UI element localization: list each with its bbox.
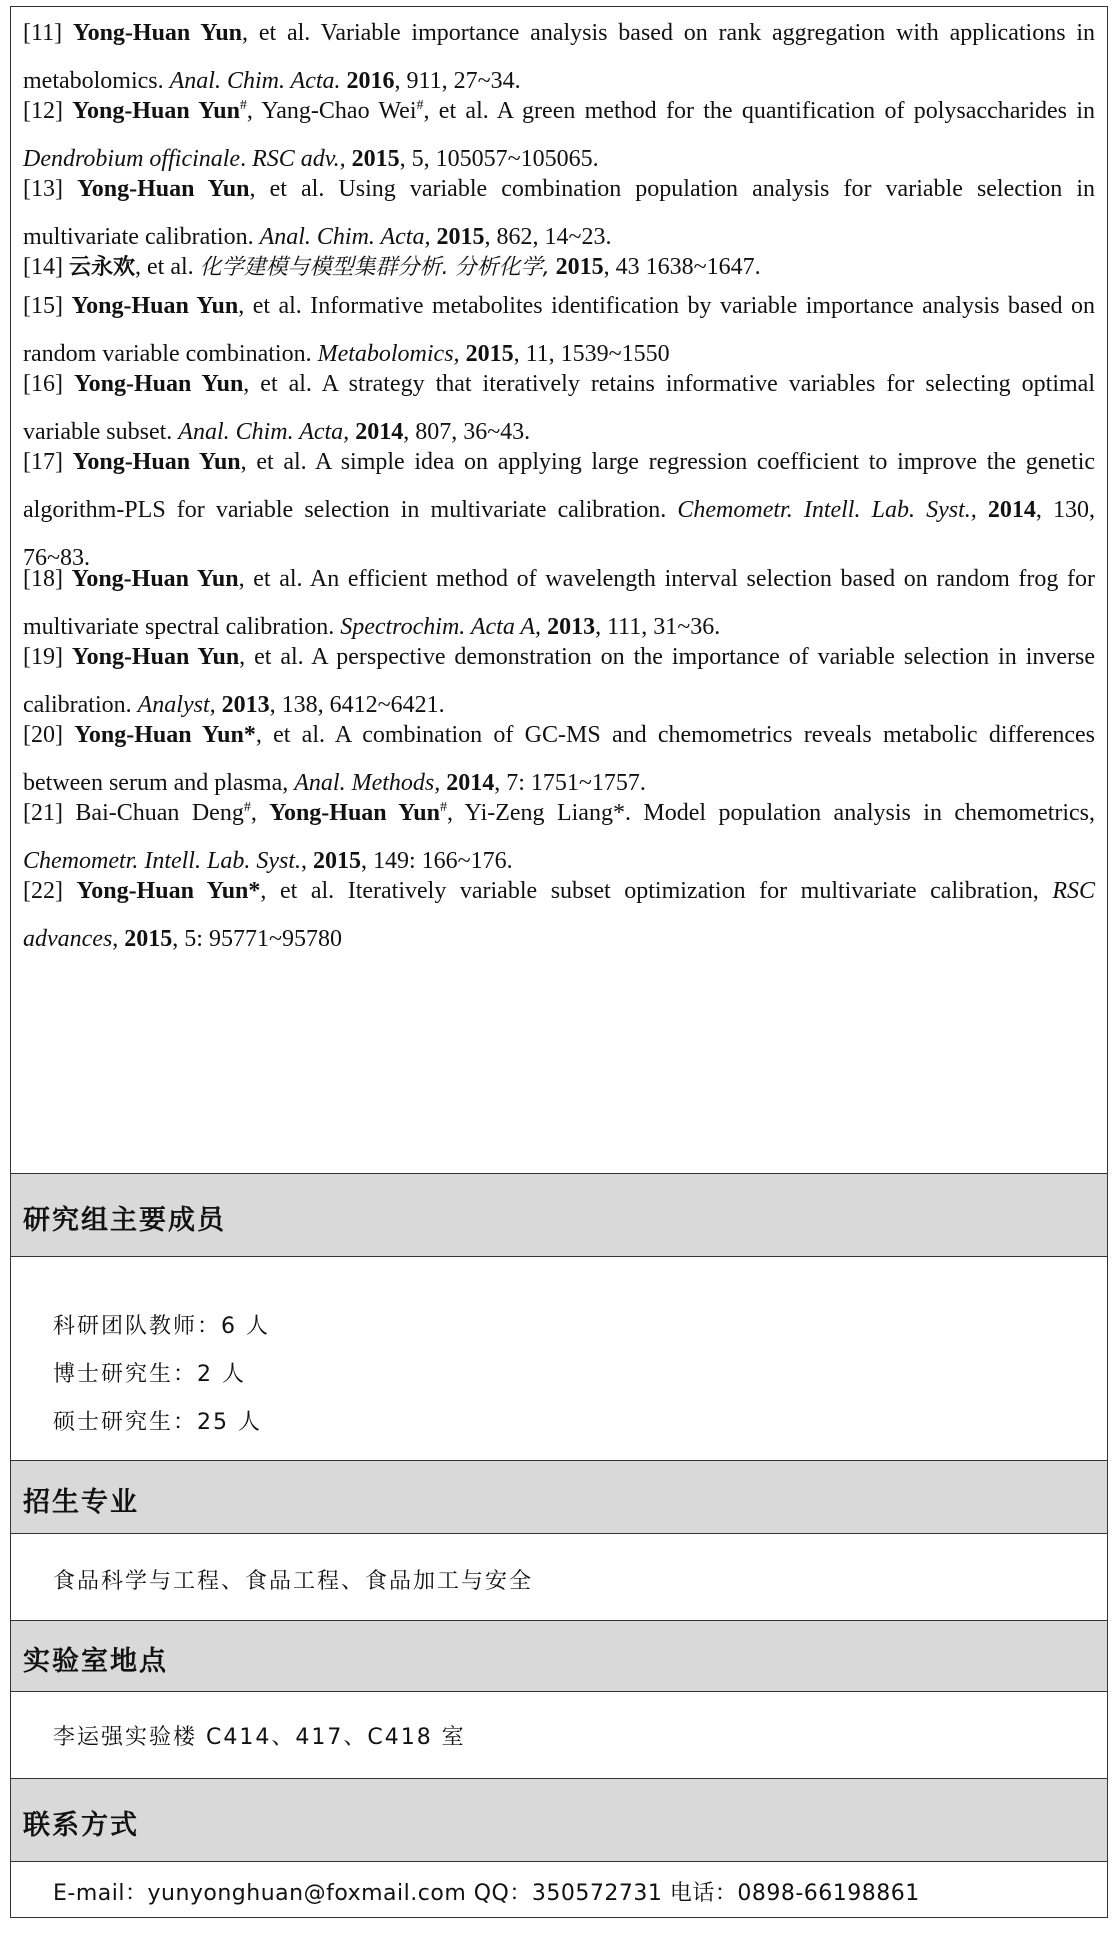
contact-text: E-mail：yunyonghuan@foxmail.com QQ：350572731 电话：0898-66198861 (53, 1881, 920, 1906)
location-section-header (11, 1620, 1107, 1692)
reference-17: [17] Yong-Huan Yun, et al. A simple idea on applying large regression coefficient to improve the genetic algorithm-PLS for variable selection in multivariate calibration. Chemometr. Intell. Lab. Syst., 2014, 130, 76~83. (23, 449, 1096, 571)
members-section-title: 研究组主要成员 (23, 1205, 226, 1236)
contact-section-title: 联系方式 (23, 1810, 139, 1841)
majors-section-header (11, 1460, 1107, 1534)
contact-section-header (11, 1778, 1107, 1862)
document-frame (10, 6, 1108, 1918)
members-line-phd: 博士研究生：2 人 (53, 1362, 246, 1387)
location-text: 李运强实验楼 C414、417、C418 室 (53, 1725, 466, 1750)
reference-19: [19] Yong-Huan Yun, et al. A perspective demonstration on the importance of variable selection in inverse calibration. Analyst, 2013, 138, 6412~6421. (23, 644, 1096, 718)
reference-13: [13] Yong-Huan Yun, et al. Using variable combination population analysis for variable selection in multivariate calibration. Anal. Chim. Acta, 2015, 862, 14~23. (23, 176, 1096, 250)
reference-12: [12] Yong-Huan Yun#, Yang-Chao Wei#, et al. A green method for the quantification of polysaccharides in Dendrobium officinale. RSC adv., 2015, 5, 105057~105065. (23, 98, 1096, 172)
location-section-title: 实验室地点 (23, 1646, 168, 1677)
members-section-header (11, 1173, 1107, 1257)
members-section-body (11, 1257, 1107, 1460)
reference-list (11, 7, 1107, 1173)
reference-21: [21] Bai-Chuan Deng#, Yong-Huan Yun#, Yi-Zeng Liang*. Model population analysis in chemometrics, Chemometr. Intell. Lab. Syst., 2015, 149: 166~176. (23, 800, 1096, 874)
members-line-masters: 硕士研究生：25 人 (53, 1410, 262, 1435)
reference-18: [18] Yong-Huan Yun, et al. An efficient method of wavelength interval selection based on random frog for multivariate spectral calibration. Spectrochim. Acta A, 2013, 111, 31~36. (23, 566, 1096, 640)
majors-text: 食品科学与工程、食品工程、食品加工与安全 (53, 1569, 534, 1594)
reference-22: [22] Yong-Huan Yun*, et al. Iteratively variable subset optimization for multivariate calibration, RSC advances, 2015, 5: 95771~95780 (23, 878, 1095, 952)
reference-14: [14] 云永欢, et al. 化学建模与模型集群分析. 分析化学, 2015, 43 1638~1647. (23, 254, 761, 280)
reference-11: [11] Yong-Huan Yun, et al. Variable importance analysis based on rank aggregation with applications in metabolomics. Anal. Chim. Acta. 2016, 911, 27~34. (23, 20, 1096, 94)
majors-section-title: 招生专业 (23, 1487, 139, 1518)
reference-16: [16] Yong-Huan Yun, et al. A strategy that iteratively retains informative variables for selecting optimal variable subset. Anal. Chim. Acta, 2014, 807, 36~43. (23, 371, 1095, 445)
members-line-teachers: 科研团队教师：6 人 (53, 1314, 270, 1339)
contact-section-body (11, 1862, 1107, 1917)
reference-20: [20] Yong-Huan Yun*, et al. A combination of GC-MS and chemometrics reveals metabolic differences between serum and plasma, Anal. Methods, 2014, 7: 1751~1757. (23, 722, 1096, 796)
reference-15: [15] Yong-Huan Yun, et al. Informative metabolites identification by variable importance analysis based on random variable combination. Metabolomics, 2015, 11, 1539~1550 (23, 293, 1096, 367)
majors-section-body (11, 1534, 1107, 1620)
location-section-body (11, 1692, 1107, 1778)
